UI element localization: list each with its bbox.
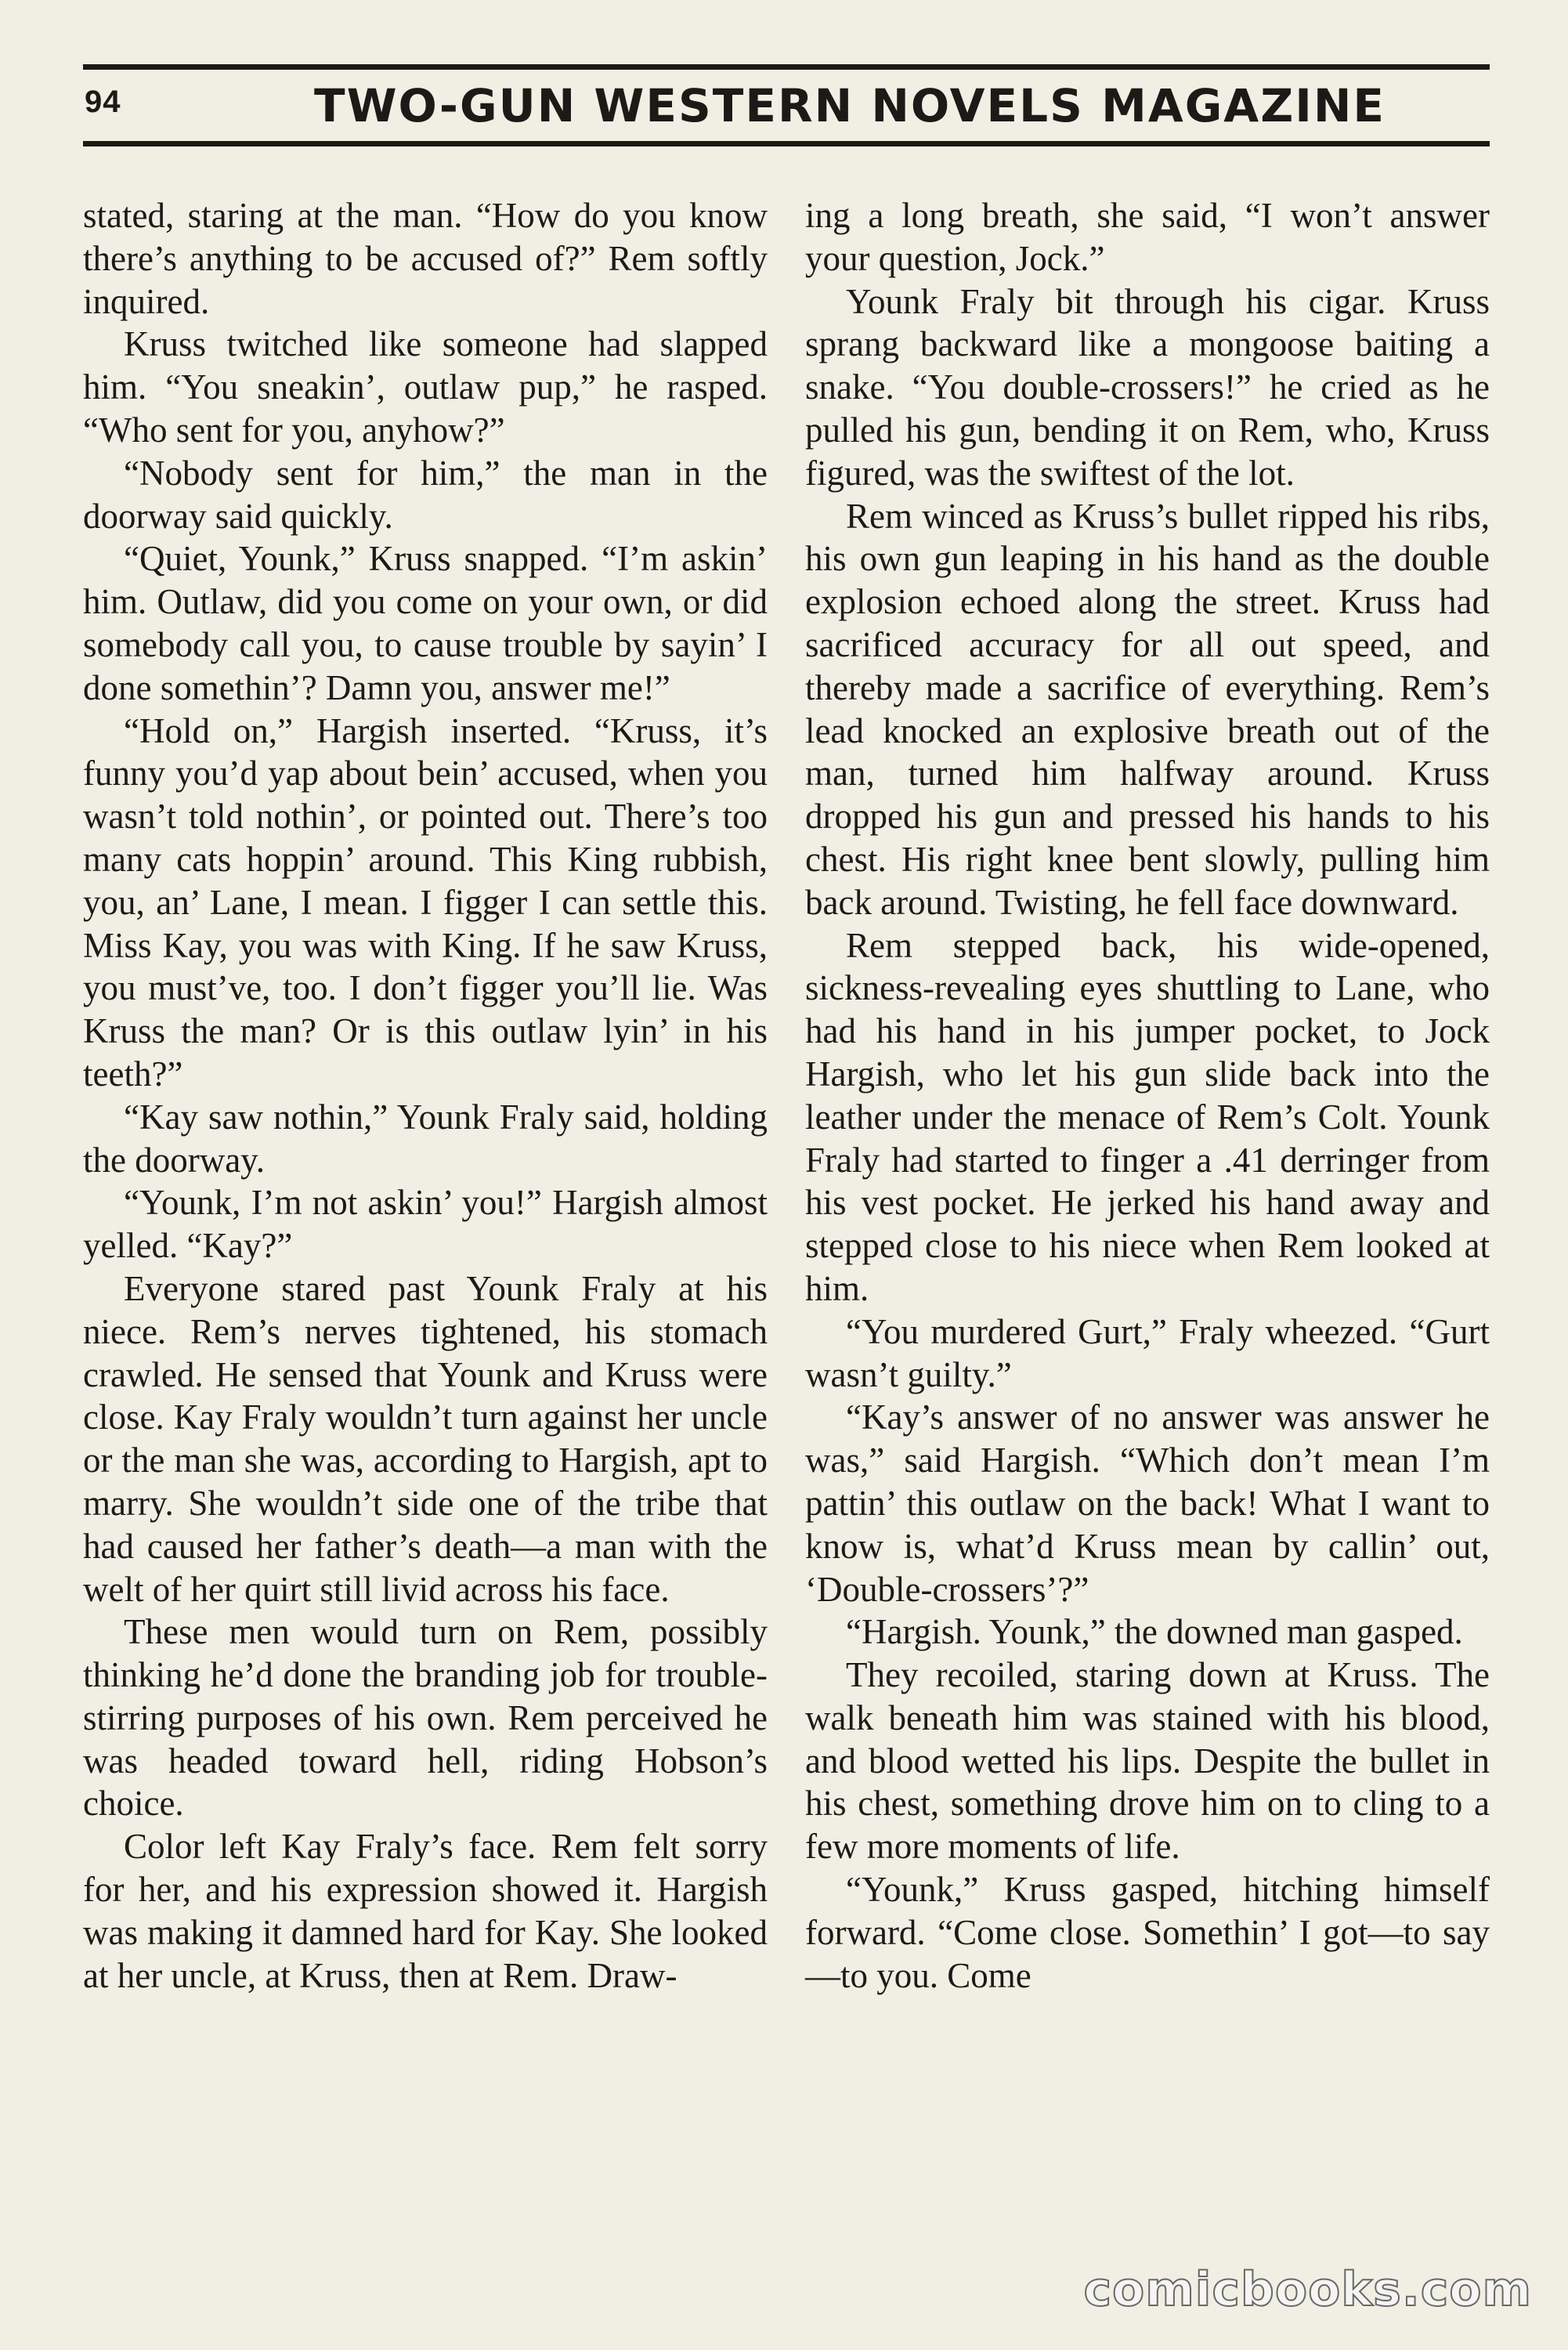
header-rule-bottom bbox=[83, 141, 1490, 146]
left-column bbox=[83, 194, 768, 1997]
page-number: 94 bbox=[85, 85, 121, 119]
paragraph: “Younk, I’m not askin’ you!” Hargish almost yelled. “Kay?” bbox=[83, 1183, 768, 1266]
paragraph: Everyone stared past Younk Fraly at his niece. Rem’s nerves tightened, his stomach crawled. He sensed that Younk and Kruss were close. Kay Fraly wouldn’t turn against her uncle or the man she was, according to Hargish, apt to marry. She wouldn’t side one of the tribe that had caused her father’s death—a man with the welt of her quirt still livid across his face. bbox=[83, 1268, 768, 1609]
header-rule-top bbox=[83, 64, 1490, 70]
magazine-title: TWO-GUN WESTERN NOVELS MAGAZINE bbox=[314, 79, 1386, 132]
right-column bbox=[805, 194, 1490, 1997]
paragraph: Younk Fraly bit through his cigar. Kruss sprang backward like a mongoose baiting a snake. “You double-crossers!” he cried as he pulled his gun, bending it on Rem, who, Kruss figured, was the swiftest of the lot. bbox=[805, 281, 1490, 493]
paragraph: Color left Kay Fraly’s face. Rem felt sorry for her, and his expression showed it. Hargish was making it damned hard for Kay. She looked at her uncle, at Kruss, then at Rem. Draw- bbox=[83, 1827, 768, 1995]
watermark-logo: comicbooks.com bbox=[1083, 2262, 1532, 2317]
paragraph: Kruss twitched like someone had slapped him. “You sneakin’, outlaw pup,” he rasped. “Who sent for you, anyhow?” bbox=[83, 324, 768, 450]
paragraph: “Kay’s answer of no answer was answer he was,” said Hargish. “Which don’t mean I’m pattin’ this outlaw on the back! What I want to know is, what’d Kruss mean by callin’ out, ‘Double-crossers’?” bbox=[805, 1397, 1490, 1609]
paragraph: “Quiet, Younk,” Kruss snapped. “I’m askin’ him. Outlaw, did you come on your own, or did somebody call you, to cause trouble by sayin’ I done somethin’? Damn you, answer me!” bbox=[83, 539, 768, 707]
paragraph: “You murdered Gurt,” Fraly wheezed. “Gurt wasn’t guilty.” bbox=[805, 1311, 1490, 1394]
paragraph: “Hargish. Younk,” the downed man gasped. bbox=[846, 1612, 1463, 1652]
running-header bbox=[83, 75, 1490, 136]
paragraph: “Nobody sent for him,” the man in the doorway said quickly. bbox=[83, 453, 768, 536]
paragraph: ing a long breath, she said, “I won’t answer your question, Jock.” bbox=[805, 196, 1490, 278]
paragraph: “Kay saw nothin,” Younk Fraly said, holding the doorway. bbox=[83, 1097, 768, 1180]
paragraph: Rem stepped back, his wide-opened, sickness-revealing eyes shuttling to Lane, who had his hand in his jumper pocket, to Jock Hargish, who let his gun slide back into the leather under the menace of Rem’s Colt. Younk Fraly had started to finger a .41 derringer from his vest pocket. He jerked his hand away and stepped close to his niece when Rem looked at him. bbox=[805, 925, 1490, 1308]
paragraph: Rem winced as Kruss’s bullet ripped his ribs, his own gun leaping in his hand as the double explosion echoed along the street. Kruss had sacrificed accuracy for all out speed, and thereby made a sacrifice of everything. Rem’s lead knocked an explosive breath out of the man, turned him halfway around. Kruss dropped his gun and pressed his hands to his chest. His right knee bent slowly, pulling him back around. Twisting, he fell face downward. bbox=[805, 496, 1490, 922]
paragraph: stated, staring at the man. “How do you know there’s anything to be accused of?” Rem softly inquired. bbox=[83, 196, 768, 321]
paragraph: They recoiled, staring down at Kruss. The walk beneath him was stained with his blood, and blood wetted his lips. Despite the bullet in his chest, something drove him on to cling to a few more moments of life. bbox=[805, 1655, 1490, 1867]
paragraph: These men would turn on Rem, possibly thinking he’d done the branding job for trouble-stirring purposes of his own. Rem perceived he was headed toward hell, riding Hobson’s choice. bbox=[83, 1612, 768, 1824]
paragraph: “Younk,” Kruss gasped, hitching himself forward. “Come close. Somethin’ I got—to say—to you. Come bbox=[805, 1870, 1490, 1995]
paragraph: “Hold on,” Hargish inserted. “Kruss, it’s funny you’d yap about bein’ accused, when you wasn’t told nothin’, or pointed out. There’s too many cats hoppin’ around. This King rubbish, you, an’ Lane, I mean. I figger I can settle this. Miss Kay, you was with King. If he saw Kruss, you must’ve, too. I don’t figger you’ll lie. Was Kruss the man? Or is this outlaw lyin’ in his teeth?” bbox=[83, 710, 768, 1094]
